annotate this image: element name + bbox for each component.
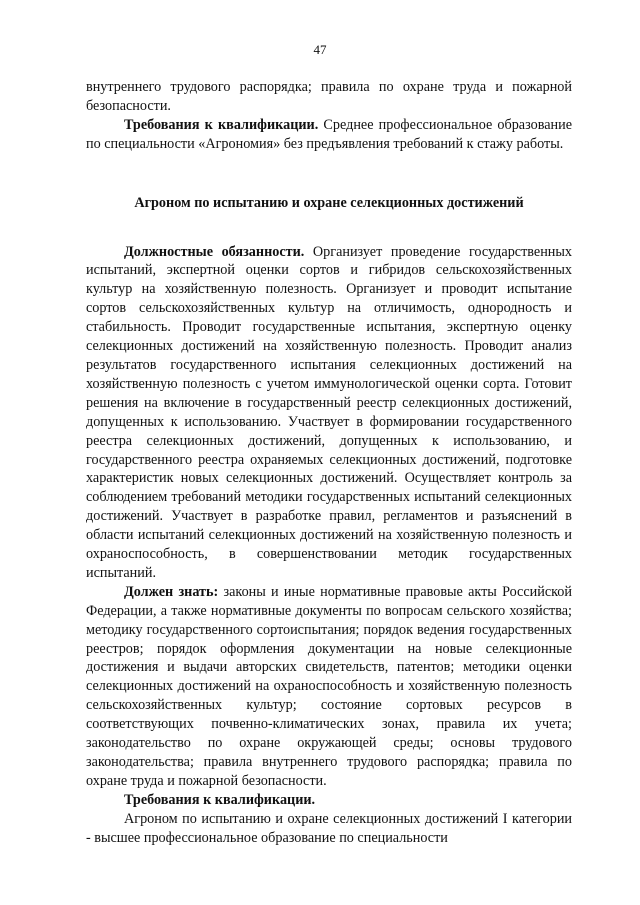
knowledge-paragraph [86, 583, 572, 791]
duties-label: Должностные обязанности. [124, 243, 305, 260]
requirements-label: Требования к квалификации. [124, 791, 316, 808]
duties-text: Организует проведение государственных испытаний, экспертной оценки сортов и гибридов сельскохозяйственных культур на хозяйственную полезность. Организует и проводит испытание сортов сельскохозяйственных культур на отличимость, однородность и стабильность. Проводит государственные испытания, экспертную оценку селекционных достижений на хозяйственную полезность. Проводит анализ результатов государственного испытания селекционных достижений на хозяйственную полезность с учетом иммунологической оценки сорта. Готовит решения на включение в государственный реестр селекционных достижений, допущенных к использованию. Участвует в формировании государственного реестра селекционных достижений, допущенных к использованию, и государственного реестра охраняемых селекционных достижений, подготовке характеристик новых селекционных достижений. Осуществляет контроль за соблюдением требований методики государственных испытаний селекционных достижений. Участвует в разработке правил, регламентов и разъяснений в области испытаний селекционных достижений на хозяйственную полезность и охраноспособность, в совершенствовании методик государственных испытаний. [86, 243, 573, 581]
page-number: 47 [313, 42, 327, 57]
qualification-text: Среднее профессиональное образование по специальности «Агрономия» без предъявления требований к стажу работы. [86, 116, 573, 152]
intro-qualification-paragraph [86, 116, 572, 154]
duties-paragraph [86, 243, 572, 583]
intro-continuation: внутреннего трудового распорядка; правила по охране труда и пожарной безопасности. [86, 79, 572, 114]
section-title: Агроном по испытанию и охране селекционных достижений [134, 194, 524, 211]
knowledge-label: Должен знать: [124, 583, 219, 600]
knowledge-text: законы и иные нормативные правовые акты Российской Федерации, а также нормативные документы по вопросам сельского хозяйства; методику государственного сортоиспытания; порядок ведения государственных реестров; порядок оформления документации на новые селекционные достижения и выдачи авторских свидетельств, патентов; методики оценки селекционных достижений на охраноспособность и хозяйственную полезность сельскохозяйственных культур; состояние сортовых ресурсов в соответствующих почвенно-климатических зонах, правила их учета; законодательство по охране окружающей среды; основы трудового законодательства; правила внутреннего трудового распорядка; правила по охране труда и пожарной безопасности. [86, 583, 572, 789]
requirements-text: Агроном по испытанию и охране селекционных достижений I категории - высшее профессиональное образование по специальности [86, 810, 572, 846]
document-body [86, 78, 572, 848]
qualification-label: Требования к квалификации. [124, 116, 319, 133]
requirements-heading [86, 791, 572, 810]
